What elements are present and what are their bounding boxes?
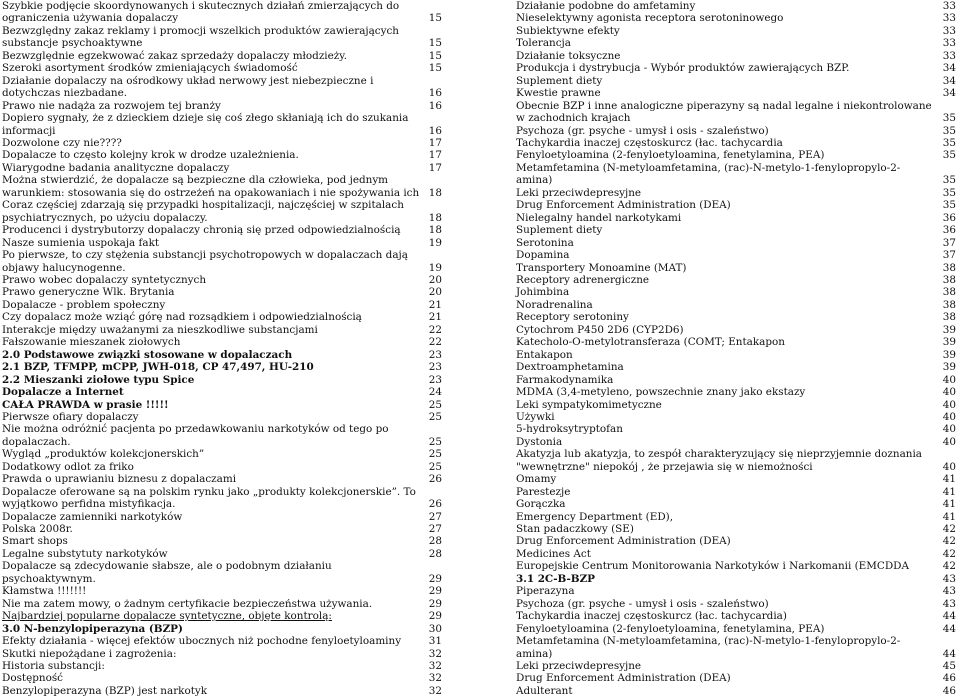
toc-entry-page-number: 46 bbox=[942, 684, 956, 697]
toc-entry[interactable] bbox=[516, 249, 958, 261]
toc-entry[interactable] bbox=[2, 174, 444, 199]
toc-entry-page-number: 44 bbox=[942, 622, 956, 635]
toc-entry-title: 3.1 2C-B-BZP bbox=[516, 572, 595, 585]
toc-entry-page-number: 22 bbox=[428, 323, 442, 336]
toc-entry-page-number: 28 bbox=[428, 547, 442, 560]
toc-entry-page-number: 17 bbox=[428, 161, 442, 174]
toc-entry-page-number: 35 bbox=[942, 136, 956, 149]
toc-entry[interactable] bbox=[2, 162, 444, 174]
toc-entry-title: Prawda o uprawianiu biznesu z dopalaczami bbox=[2, 473, 237, 486]
toc-entry-page-number: 33 bbox=[942, 24, 956, 37]
toc-entry[interactable] bbox=[2, 585, 444, 597]
toc-entry-title: Bezwzględnie egzekwować zakaz sprzedaży dopalaczy młodzieży. bbox=[2, 49, 348, 62]
toc-entry[interactable] bbox=[2, 374, 444, 386]
toc-entry-title: 2.0 Podstawowe związki stosowane w dopalaczach bbox=[2, 348, 293, 361]
toc-entry[interactable] bbox=[516, 311, 958, 323]
toc-entry-title: Dopalacze a Internet bbox=[2, 386, 124, 399]
toc-entry-title: Wygląd „produktów kolekcjonerskich” bbox=[2, 448, 205, 461]
toc-entry-title: Fałszowanie mieszanek ziołowych bbox=[2, 336, 181, 349]
toc-entry-title: Polska 2008r. bbox=[2, 523, 73, 536]
toc-entry-page-number: 38 bbox=[942, 311, 956, 324]
toc-entry-title: Obecnie BZP i inne analogiczne piperazyny są nadal legalne i niekontrolowane w zachodnich krajach bbox=[516, 99, 932, 125]
toc-entry-title: Bezwzględny zakaz reklamy i promocji wszelkich produktów zawierających substancje psychoaktywne bbox=[2, 24, 400, 50]
toc-entry-page-number: 20 bbox=[428, 286, 442, 299]
toc-entry-page-number: 34 bbox=[942, 87, 956, 100]
toc-entry-title: Nielegalny handel narkotykami bbox=[516, 211, 682, 224]
toc-entry[interactable] bbox=[516, 523, 958, 535]
toc-entry-page-number: 44 bbox=[942, 610, 956, 623]
toc-entry-title: Suplement diety bbox=[516, 224, 603, 237]
toc-entry[interactable] bbox=[516, 361, 958, 373]
toc-entry-title: Fenyloetyloamina (2-fenyloetyloamina, fenetylamina, PEA) bbox=[516, 622, 825, 635]
toc-entry[interactable] bbox=[2, 598, 444, 610]
toc-entry[interactable] bbox=[516, 62, 958, 74]
toc-entry-page-number: 37 bbox=[942, 249, 956, 262]
toc-entry-title: Leki przeciwdepresyjne bbox=[516, 186, 642, 199]
toc-entry[interactable] bbox=[2, 286, 444, 298]
toc-entry-page-number: 28 bbox=[428, 535, 442, 548]
toc-entry-title: Smart shops bbox=[2, 535, 68, 548]
toc-entry-page-number: 26 bbox=[428, 498, 442, 511]
toc-entry-page-number: 22 bbox=[428, 336, 442, 349]
toc-entry-page-number: 41 bbox=[942, 498, 956, 511]
toc-entry-title: 3.0 N-benzylopiperazyna (BZP) bbox=[2, 622, 183, 635]
toc-entry-title: Nieselektywny agonista receptora serotoninowego bbox=[516, 12, 784, 25]
toc-entry-title: Cytochrom P450 2D6 (CYP2D6) bbox=[516, 323, 684, 336]
toc-entry-page-number: 29 bbox=[428, 610, 442, 623]
toc-entry-page-number: 35 bbox=[942, 112, 956, 125]
toc-entry-title: Legalne substytuty narkotyków bbox=[2, 547, 168, 560]
toc-entry-page-number: 39 bbox=[942, 361, 956, 374]
toc-entry-page-number: 36 bbox=[942, 224, 956, 237]
toc-entry-title: Efekty działania - więcej efektów ubocznych niż pochodne fenyloetyloaminy bbox=[2, 635, 402, 648]
toc-entry-page-number: 41 bbox=[942, 473, 956, 486]
toc-entry-title: Coraz częściej zdarzają się przypadki hospitalizacji, najczęściej w szpitalach psychiatrycznych, po użyciu dopalaczy. bbox=[2, 199, 404, 224]
toc-entry[interactable] bbox=[516, 386, 958, 398]
toc-entry-page-number: 35 bbox=[942, 199, 956, 212]
toc-entry[interactable] bbox=[2, 50, 444, 62]
toc-entry[interactable] bbox=[516, 50, 958, 62]
toc-entry-page-number: 34 bbox=[942, 74, 956, 87]
toc-entry-title: Benzylopiperazyna (BZP) jest narkotyk bbox=[2, 684, 208, 697]
toc-entry-title: Dystonia bbox=[516, 435, 563, 448]
toc-entry-title: Prawo wobec dopalaczy syntetycznych bbox=[2, 273, 207, 286]
toc-entry[interactable] bbox=[2, 361, 444, 373]
toc-entry[interactable] bbox=[516, 286, 958, 298]
toc-entry[interactable] bbox=[516, 12, 958, 24]
toc-entry-title: Dodatkowy odlot za friko bbox=[2, 460, 134, 473]
toc-entry-title: Akatyzja lub akatyzja, to zespół charakteryzujący się nieprzyjemnie doznania "wewnętrzne" niepokój , że przejawia się w niemożności bbox=[516, 448, 923, 473]
toc-entry[interactable] bbox=[516, 299, 958, 311]
toc-entry-title: Receptory serotoniny bbox=[516, 311, 629, 324]
toc-entry[interactable] bbox=[516, 548, 958, 560]
toc-entry-page-number: 32 bbox=[428, 672, 442, 685]
toc-entry[interactable] bbox=[2, 523, 444, 535]
toc-entry-title: Drug Enforcement Administration (DEA) bbox=[516, 672, 731, 685]
toc-entry-page-number: 38 bbox=[942, 261, 956, 274]
toc-entry-page-number: 45 bbox=[942, 660, 956, 673]
toc-entry-title: 2.2 Mieszanki ziołowe typu Spice bbox=[2, 373, 195, 386]
toc-entry-page-number: 19 bbox=[428, 261, 442, 274]
toc-entry[interactable] bbox=[516, 87, 958, 99]
toc-entry-title: Omamy bbox=[516, 473, 557, 486]
toc-entry-title: Suplement diety bbox=[516, 74, 603, 87]
toc-entry[interactable] bbox=[516, 448, 958, 473]
toc-entry-page-number: 19 bbox=[428, 236, 442, 249]
toc-entry[interactable] bbox=[2, 75, 444, 100]
toc-entry[interactable] bbox=[516, 685, 958, 697]
toc-entry-title: Nie ma zatem mowy, o żadnym certyfikacie bezpieczeństwa używania. bbox=[2, 597, 373, 610]
toc-entry-page-number: 34 bbox=[942, 62, 956, 75]
toc-entry-title: Dextroamphetamina bbox=[516, 361, 624, 374]
toc-entry-page-number: 32 bbox=[428, 684, 442, 697]
toc-entry-title: Leki sympatykomimetyczne bbox=[516, 398, 662, 411]
toc-entry[interactable] bbox=[2, 511, 444, 523]
toc-entry-title: Tachykardia inaczej częstoskurcz (łac. tachycardia bbox=[516, 136, 783, 149]
toc-entry-title: Tachykardia inaczej częstoskurcz (łac. tachycardia) bbox=[516, 610, 787, 623]
toc-entry[interactable] bbox=[2, 648, 444, 660]
toc-entry-title: Działanie toksyczne bbox=[516, 49, 621, 62]
toc-entry-page-number: 41 bbox=[942, 510, 956, 523]
toc-entry-page-number: 17 bbox=[428, 149, 442, 162]
toc-entry-title: Parestezje bbox=[516, 485, 571, 498]
toc-entry[interactable] bbox=[516, 349, 958, 361]
toc-entry-page-number: 30 bbox=[428, 622, 442, 635]
toc-entry-title: Medicines Act bbox=[516, 547, 591, 560]
toc-entry-page-number: 39 bbox=[942, 323, 956, 336]
toc-entry-title: Najbardziej popularne dopalacze syntetyczne, objęte kontrolą: bbox=[2, 610, 332, 623]
toc-entry-page-number: 42 bbox=[942, 535, 956, 548]
toc-entry[interactable] bbox=[516, 125, 958, 137]
toc-entry[interactable] bbox=[516, 423, 958, 435]
toc-entry[interactable] bbox=[516, 486, 958, 498]
toc-entry-title: Szybkie podjęcie skoordynowanych i skutecznych działań zmierzających do ograniczenia używania dopalaczy bbox=[2, 0, 400, 25]
toc-entry-page-number: 33 bbox=[942, 0, 956, 12]
toc-entry-title: Interakcje między uważanymi za nieszkodliwe substancjami bbox=[2, 323, 318, 336]
toc-entry[interactable] bbox=[2, 685, 444, 697]
toc-entry-page-number: 40 bbox=[942, 460, 956, 473]
toc-entry-page-number: 23 bbox=[428, 348, 442, 361]
toc-entry-page-number: 33 bbox=[942, 49, 956, 62]
toc-entry-title: Tolerancja bbox=[516, 37, 571, 50]
toc-entry-title: Entakapon bbox=[516, 348, 573, 361]
toc-entry-title: Dostępność bbox=[2, 672, 63, 685]
toc-entry[interactable] bbox=[2, 349, 444, 361]
toc-entry-page-number: 15 bbox=[428, 37, 442, 50]
toc-entry[interactable] bbox=[2, 399, 444, 411]
toc-entry-page-number: 40 bbox=[942, 386, 956, 399]
toc-entry[interactable] bbox=[2, 311, 444, 323]
toc-entry[interactable] bbox=[516, 37, 958, 49]
toc-entry-title: Drug Enforcement Administration (DEA) bbox=[516, 535, 731, 548]
toc-entry-title: Metamfetamina (N-metyloamfetamina, (rac)-N-metylo-1-fenylopropylo-2-amina) bbox=[516, 635, 901, 660]
toc-entry-page-number: 42 bbox=[942, 523, 956, 536]
toc-entry[interactable] bbox=[2, 448, 444, 460]
toc-entry[interactable] bbox=[2, 249, 444, 274]
toc-entry-page-number: 27 bbox=[428, 523, 442, 536]
toc-entry[interactable] bbox=[516, 635, 958, 660]
toc-entry[interactable] bbox=[516, 511, 958, 523]
toc-entry[interactable] bbox=[516, 399, 958, 411]
toc-entry[interactable] bbox=[2, 149, 444, 161]
toc-entry-title: Leki przeciwdepresyjne bbox=[516, 660, 642, 673]
toc-entry-page-number: 21 bbox=[428, 298, 442, 311]
toc-entry-page-number: 15 bbox=[428, 49, 442, 62]
toc-entry-page-number: 25 bbox=[428, 448, 442, 461]
toc-entry-title: Kwestie prawne bbox=[516, 87, 601, 100]
toc-entry[interactable] bbox=[516, 212, 958, 224]
toc-entry-title: Pierwsze ofiary dopalaczy bbox=[2, 410, 139, 423]
toc-entry-title: Dopiero sygnały, że z dzieckiem dzieje się coś złego skłaniają ich do szukania informacji bbox=[2, 112, 409, 137]
toc-entry-page-number: 20 bbox=[428, 273, 442, 286]
toc-entry-title: Dopalacze - problem społeczny bbox=[2, 298, 166, 311]
toc-entry[interactable] bbox=[2, 660, 444, 672]
toc-entry-title: Farmakodynamika bbox=[516, 373, 614, 386]
toc-entry[interactable] bbox=[516, 598, 958, 610]
toc-entry[interactable] bbox=[2, 535, 444, 547]
toc-entry[interactable] bbox=[516, 324, 958, 336]
toc-entry-page-number: 35 bbox=[942, 186, 956, 199]
toc-entry-page-number: 29 bbox=[428, 597, 442, 610]
toc-entry-page-number: 21 bbox=[428, 311, 442, 324]
toc-entry[interactable] bbox=[2, 137, 444, 149]
toc-entry-title: Nasze sumienia uspokaja fakt bbox=[2, 236, 160, 249]
toc-entry[interactable] bbox=[2, 237, 444, 249]
toc-entry-page-number: 31 bbox=[428, 635, 442, 648]
toc-entry-title: Dopamina bbox=[516, 249, 570, 262]
toc-entry[interactable] bbox=[516, 473, 958, 485]
toc-entry-page-number: 25 bbox=[428, 410, 442, 423]
toc-entry-page-number: 42 bbox=[942, 547, 956, 560]
toc-entry-title: Używki bbox=[516, 410, 555, 423]
toc-entry-page-number: 23 bbox=[428, 361, 442, 374]
toc-entry[interactable] bbox=[2, 274, 444, 286]
toc-entry[interactable] bbox=[516, 623, 958, 635]
toc-entry-title: Subiektywne efekty bbox=[516, 24, 620, 37]
toc-entry-page-number: 32 bbox=[428, 647, 442, 660]
toc-entry-title: MDMA (3,4-metyleno, powszechnie znany jako ekstazy bbox=[516, 386, 806, 399]
toc-entry-title: Wiarygodne badania analityczne dopalaczy bbox=[2, 161, 230, 174]
toc-entry-page-number: 42 bbox=[942, 560, 956, 573]
toc-entry[interactable] bbox=[516, 237, 958, 249]
toc-entry-title: Adulterant bbox=[516, 684, 573, 697]
toc-entry[interactable] bbox=[516, 610, 958, 622]
toc-entry[interactable] bbox=[2, 423, 444, 448]
toc-entry-title: Czy dopalacz może wziąć górę nad rozsądkiem i odpowiedzialnością bbox=[2, 311, 362, 324]
toc-entry-title: Dopalacze zamienniki narkotyków bbox=[2, 510, 183, 523]
toc-entry-page-number: 25 bbox=[428, 435, 442, 448]
toc-entry[interactable] bbox=[516, 436, 958, 448]
toc-right-column bbox=[516, 0, 958, 697]
toc-entry-title: Produkcja i dystrybucja - Wybór produktów zawierających BZP. bbox=[516, 62, 850, 75]
toc-entry-page-number: 23 bbox=[428, 373, 442, 386]
toc-entry-page-number: 43 bbox=[942, 585, 956, 598]
toc-entry-page-number: 25 bbox=[428, 398, 442, 411]
toc-entry[interactable] bbox=[2, 100, 444, 112]
toc-entry-title: Skutki niepożądane i zagrożenia: bbox=[2, 647, 177, 660]
toc-entry[interactable] bbox=[516, 25, 958, 37]
toc-entry[interactable] bbox=[2, 112, 444, 137]
toc-entry-page-number: 32 bbox=[428, 660, 442, 673]
toc-entry-title: 5-hydroksytryptofan bbox=[516, 423, 623, 436]
toc-entry-page-number: 18 bbox=[428, 211, 442, 224]
toc-entry[interactable] bbox=[2, 548, 444, 560]
toc-entry[interactable] bbox=[2, 610, 444, 622]
toc-entry[interactable] bbox=[2, 324, 444, 336]
toc-entry[interactable] bbox=[516, 187, 958, 199]
toc-entry[interactable] bbox=[516, 274, 958, 286]
toc-entry-title: Historia substancji: bbox=[2, 660, 105, 673]
toc-entry[interactable] bbox=[2, 473, 444, 485]
toc-entry-page-number: 40 bbox=[942, 435, 956, 448]
toc-entry[interactable] bbox=[2, 224, 444, 236]
toc-entry[interactable] bbox=[2, 25, 444, 50]
toc-entry[interactable] bbox=[516, 535, 958, 547]
toc-entry-title: Działanie dopalaczy na ośrodkowy układ nerwowy jest niebezpieczne i dotychczas niezbadane. bbox=[2, 74, 374, 100]
toc-entry-title: Transportery Monoamine (MAT) bbox=[516, 261, 687, 274]
toc-entry-page-number: 16 bbox=[428, 124, 442, 137]
toc-entry[interactable] bbox=[2, 411, 444, 423]
toc-entry-page-number: 40 bbox=[942, 423, 956, 436]
toc-entry-title: Psychoza (gr. psyche - umysł i osis - szaleństwo) bbox=[516, 597, 769, 610]
toc-entry[interactable] bbox=[2, 635, 444, 647]
toc-entry-title: Dopalacze to często kolejny krok w drodze uzależnienia. bbox=[2, 149, 299, 162]
toc-entry-page-number: 44 bbox=[942, 647, 956, 660]
toc-entry-title: Dopalacze oferowane są na polskim rynku jako „produkty kolekcjonerskie”. To wyjątkowo perfidna mistyfikacja. bbox=[2, 485, 416, 511]
toc-entry-page-number: 33 bbox=[942, 12, 956, 25]
toc-entry-title: Katecholo-O-metylotransferaza (COMT; Entakapon bbox=[516, 336, 785, 349]
toc-entry[interactable] bbox=[516, 573, 958, 585]
toc-entry-page-number: 15 bbox=[428, 62, 442, 75]
toc-entry-title: Prawo generyczne Wlk. Brytania bbox=[2, 286, 175, 299]
toc-entry-page-number: 39 bbox=[942, 348, 956, 361]
toc-entry-title: Emergency Department (ED), bbox=[516, 510, 674, 523]
toc-entry-page-number: 38 bbox=[942, 273, 956, 286]
toc-entry[interactable] bbox=[516, 498, 958, 510]
toc-entry[interactable] bbox=[516, 75, 958, 87]
toc-entry-page-number: 24 bbox=[428, 386, 442, 399]
toc-entry-page-number: 43 bbox=[942, 572, 956, 585]
toc-entry[interactable] bbox=[2, 336, 444, 348]
toc-entry-title: Metamfetamina (N-metyloamfetamina, (rac)-N-metylo-1-fenylopropylo-2-amina) bbox=[516, 161, 901, 187]
toc-entry-page-number: 35 bbox=[942, 124, 956, 137]
toc-entry[interactable] bbox=[2, 623, 444, 635]
toc-entry[interactable] bbox=[516, 585, 958, 597]
toc-left-column bbox=[2, 0, 444, 697]
toc-entry-page-number: 38 bbox=[942, 298, 956, 311]
toc-entry-page-number: 18 bbox=[428, 224, 442, 237]
toc-entry-page-number: 43 bbox=[942, 597, 956, 610]
toc-entry-page-number: 26 bbox=[428, 473, 442, 486]
toc-entry-title: Działanie podobne do amfetaminy bbox=[516, 0, 696, 12]
toc-entry[interactable] bbox=[516, 199, 958, 211]
toc-entry-title: CAŁA PRAWDA w prasie !!!!! bbox=[2, 398, 169, 411]
toc-entry-page-number: 40 bbox=[942, 410, 956, 423]
toc-entry-page-number: 27 bbox=[428, 510, 442, 523]
toc-entry-title: Producenci i dystrybutorzy dopalaczy chronią się przed odpowiedzialnością bbox=[2, 224, 401, 237]
toc-entry[interactable] bbox=[516, 262, 958, 274]
toc-entry[interactable] bbox=[516, 336, 958, 348]
toc-entry-title: Dozwolone czy nie???? bbox=[2, 136, 122, 149]
toc-entry-page-number: 29 bbox=[428, 572, 442, 585]
toc-entry-page-number: 17 bbox=[428, 136, 442, 149]
toc-entry-page-number: 46 bbox=[942, 672, 956, 685]
toc-entry-title: Szeroki asortyment środków zmieniających świadomość bbox=[2, 62, 298, 75]
toc-entry-page-number: 40 bbox=[942, 373, 956, 386]
toc-entry[interactable] bbox=[2, 461, 444, 473]
toc-entry-title: Nie można odróżnić pacjenta po przedawkowaniu narkotyków od tego po dopalaczach. bbox=[2, 423, 389, 448]
toc-entry-title: Receptory adrenergiczne bbox=[516, 273, 650, 286]
toc-entry-title: 2.1 BZP, TFMPP, mCPP, JWH-018, CP 47,497, HU-210 bbox=[2, 361, 314, 374]
toc-entry[interactable] bbox=[516, 224, 958, 236]
toc-entry[interactable] bbox=[2, 62, 444, 74]
toc-entry-page-number: 36 bbox=[942, 211, 956, 224]
toc-entry-title: Kłamstwa !!!!!!! bbox=[2, 585, 87, 598]
toc-entry[interactable] bbox=[516, 560, 958, 572]
toc-entry-page-number: 25 bbox=[428, 460, 442, 473]
toc-entry-page-number: 16 bbox=[428, 87, 442, 100]
toc-entry[interactable] bbox=[2, 0, 444, 25]
toc-entry-page-number: 15 bbox=[428, 12, 442, 25]
toc-entry[interactable] bbox=[2, 560, 444, 585]
toc-entry[interactable] bbox=[516, 137, 958, 149]
toc-entry-title: Stan padaczkowy (SE) bbox=[516, 523, 634, 536]
toc-entry-page-number: 18 bbox=[428, 186, 442, 199]
toc-entry[interactable] bbox=[2, 199, 444, 224]
toc-entry[interactable] bbox=[516, 374, 958, 386]
toc-entry[interactable] bbox=[516, 162, 958, 187]
toc-entry-page-number: 29 bbox=[428, 585, 442, 598]
toc-entry-title: Psychoza (gr. psyche - umysł i osis - szaleństwo) bbox=[516, 124, 769, 137]
toc-entry-page-number: 16 bbox=[428, 99, 442, 112]
toc-entry[interactable] bbox=[516, 660, 958, 672]
toc-entry-title: Fenyloetyloamina (2-fenyloetyloamina, fenetylamina, PEA) bbox=[516, 149, 825, 162]
toc-entry-page-number: 39 bbox=[942, 336, 956, 349]
toc-entry[interactable] bbox=[2, 386, 444, 398]
toc-entry-title: Noradrenalina bbox=[516, 298, 593, 311]
toc-entry-page-number: 35 bbox=[942, 149, 956, 162]
toc-entry[interactable] bbox=[516, 411, 958, 423]
toc-entry[interactable] bbox=[516, 0, 958, 12]
toc-entry-title: Piperazyna bbox=[516, 585, 575, 598]
toc-entry-title: Po pierwsze, to czy stężenia substancji psychotropowych w dopalaczach dają objawy halucynogenne. bbox=[2, 249, 408, 274]
toc-entry[interactable] bbox=[516, 100, 958, 125]
toc-entry[interactable] bbox=[2, 486, 444, 511]
toc-entry-page-number: 37 bbox=[942, 236, 956, 249]
toc-entry-title: Johimbina bbox=[516, 286, 570, 299]
toc-entry-page-number: 33 bbox=[942, 37, 956, 50]
toc-entry-page-number: 41 bbox=[942, 485, 956, 498]
toc-entry-page-number: 38 bbox=[942, 286, 956, 299]
toc-entry-page-number: 35 bbox=[942, 174, 956, 187]
toc-entry-title: Serotonina bbox=[516, 236, 574, 249]
toc-entry-title: Drug Enforcement Administration (DEA) bbox=[516, 199, 731, 212]
toc-entry-title: Gorączka bbox=[516, 498, 566, 511]
toc-entry[interactable] bbox=[2, 299, 444, 311]
toc-entry-title: Europejskie Centrum Monitorowania Narkotyków i Narkomanii (EMCDDA bbox=[516, 560, 909, 573]
toc-entry-title: Prawo nie nadąża za rozwojem tej branży bbox=[2, 99, 221, 112]
toc-entry-title: Można stwierdzić, że dopalacze są bezpieczne dla człowieka, pod jednym warunkiem: stosowania się do ostrzeżeń na opakowaniach i nie spożywania ich bbox=[2, 174, 420, 199]
toc-entry-title: Dopalacze są zdecydowanie słabsze, ale o podobnym działaniu psychoaktywnym. bbox=[2, 560, 332, 585]
toc-entry-page-number: 40 bbox=[942, 398, 956, 411]
toc-entry[interactable] bbox=[516, 149, 958, 161]
